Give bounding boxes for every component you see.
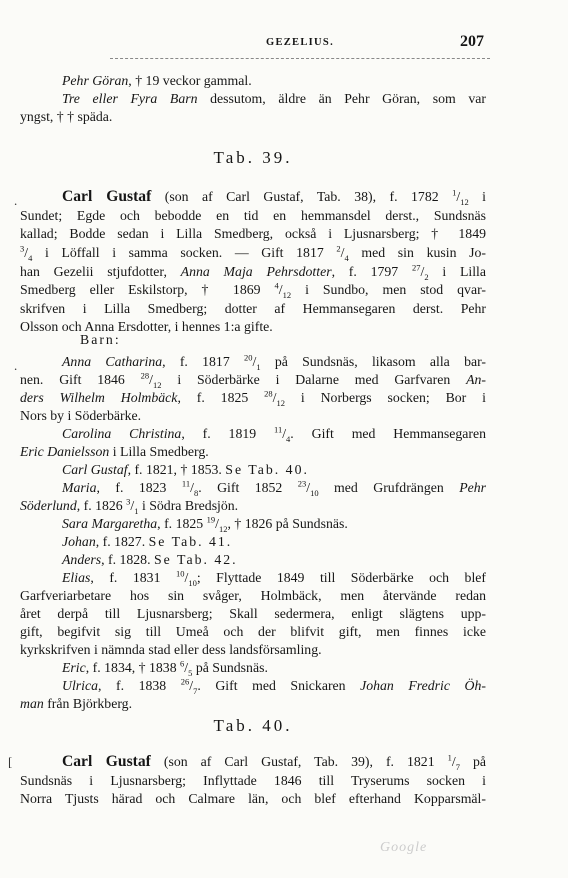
- text-line: Tre eller Fyra Barn dessutom, äldre än Pehr Göran, som var: [62, 91, 486, 106]
- text-line: Sara Margaretha, f. 1825 $^{19}/_{12}$, † 1826 på Sundsnäs.: [62, 514, 348, 534]
- margin-mark: .: [14, 358, 18, 373]
- text-line: Carl Gustaf, f. 1821, † 1853. Se Tab. 40.: [62, 462, 309, 477]
- text-line: Eric, f. 1834, † 1838 $^6/_5$ på Sundsnäs.: [62, 658, 268, 678]
- text-line: ders Wilhelm Holmbäck, f. 1825 $^{28}/_{12}$ i Norbergs socken; Bor i: [20, 388, 486, 408]
- text-line: Carl Gustaf (son af Carl Gustaf, Tab. 38), f. 1782 $^1/_{12}$ i: [62, 187, 486, 207]
- text-line: man från Björkberg.: [20, 696, 133, 711]
- table-heading: Tab. 39.: [213, 148, 293, 167]
- text-line: Olsson och Anna Ersdotter, i hennes 1:a gifte.: [20, 319, 273, 334]
- header-rule: [110, 58, 490, 59]
- table-heading: Tab. 40.: [213, 716, 293, 735]
- text-line: Carl Gustaf (son af Carl Gustaf, Tab. 39), f. 1821 $^1/_7$ på: [62, 752, 487, 772]
- text-line: Carolina Christina, f. 1819 $^{11}/_4$. Gift med Hemmansegaren: [62, 424, 487, 444]
- text-line: Anders, f. 1828. Se Tab. 42.: [62, 552, 238, 567]
- text-line: Ulrica, f. 1838 $^{26}/_7$. Gift med Snickaren Johan Fredric Öh-: [62, 676, 486, 696]
- text-line: Elias, f. 1831 $^{10}/_{10}$; Flyttade 1849 till Söderbärke och blef: [62, 568, 486, 588]
- text-line: kallad; Bodde sedan i Lilla Smedberg, också i Ljusnarsberg; † 1849: [20, 226, 486, 241]
- text-line: Johan, f. 1827. Se Tab. 41.: [62, 534, 233, 549]
- text-line: Söderlund, f. 1826 $^3/_1$ i Södra Bredsjön.: [20, 496, 239, 516]
- text-line: $^3/_4$ i Löffall i samma socken. — Gift 1817 $^2/_4$ med sin kusin Jo-: [20, 243, 486, 263]
- text-line: Smedberg eller Eskilstorp, † 1869 $^4/_{12}$ i Sundbo, men stod qvar-: [20, 280, 486, 300]
- text-line: Sundsnäs i Ljusnarsberg; Inflyttade 1846 till Tryserums socken i: [20, 773, 486, 788]
- text-line: Sundet; Egde och bebodde en tid en hemmansdel derst., Sundsnäs: [20, 208, 486, 223]
- scan-watermark: Google: [380, 840, 428, 855]
- margin-mark: [: [8, 754, 13, 769]
- text-line: nen. Gift 1846 $^{28}/_{12}$ i Söderbärke i Dalarne med Garfvaren An-: [20, 370, 486, 390]
- page-number: 207: [460, 33, 484, 50]
- text-line: skrifven i Lilla Smedberg; dotter af Hemmansegaren derst. Pehr: [20, 301, 486, 316]
- text-line: Nors by i Söderbärke.: [20, 408, 142, 423]
- section-label: Barn:: [80, 332, 121, 347]
- text-line: kyrkskrifven i nämnda stad eller dess landsförsamling.: [20, 642, 322, 657]
- text-line: Norra Tjusts härad och Calmare län, och blef efterhand Kopparsmäl-: [20, 791, 486, 806]
- text-line: Garfveriarbetare hos sin svåger, Holmbäck, men återvände redan: [20, 588, 486, 603]
- text-line: året derpå till Ljusnarsberg; Skall sedermera, enligt slägtens upp-: [20, 606, 486, 621]
- text-line: Pehr Göran, † 19 veckor gammal.: [62, 73, 252, 88]
- running-title: GEZELIUS.: [265, 37, 334, 48]
- margin-mark: .: [14, 193, 18, 208]
- text-line: Eric Danielsson i Lilla Smedberg.: [20, 444, 209, 459]
- text-line: yngst, † † späda.: [20, 109, 113, 124]
- text-line: Anna Catharina, f. 1817 $^{20}/_1$ på Sundsnäs, likasom alla bar-: [62, 352, 486, 372]
- text-line: han Gezelii stjufdotter, Anna Maja Pehrsdotter, f. 1797 $^{27}/_2$ i Lilla: [20, 262, 486, 282]
- text-line: gift, begifvit sig till Umeå och der blifvit gift, men finnes icke: [20, 624, 486, 639]
- text-line: Maria, f. 1823 $^{11}/_8$. Gift 1852 $^{23}/_{10}$ med Grufdrängen Pehr: [62, 478, 487, 498]
